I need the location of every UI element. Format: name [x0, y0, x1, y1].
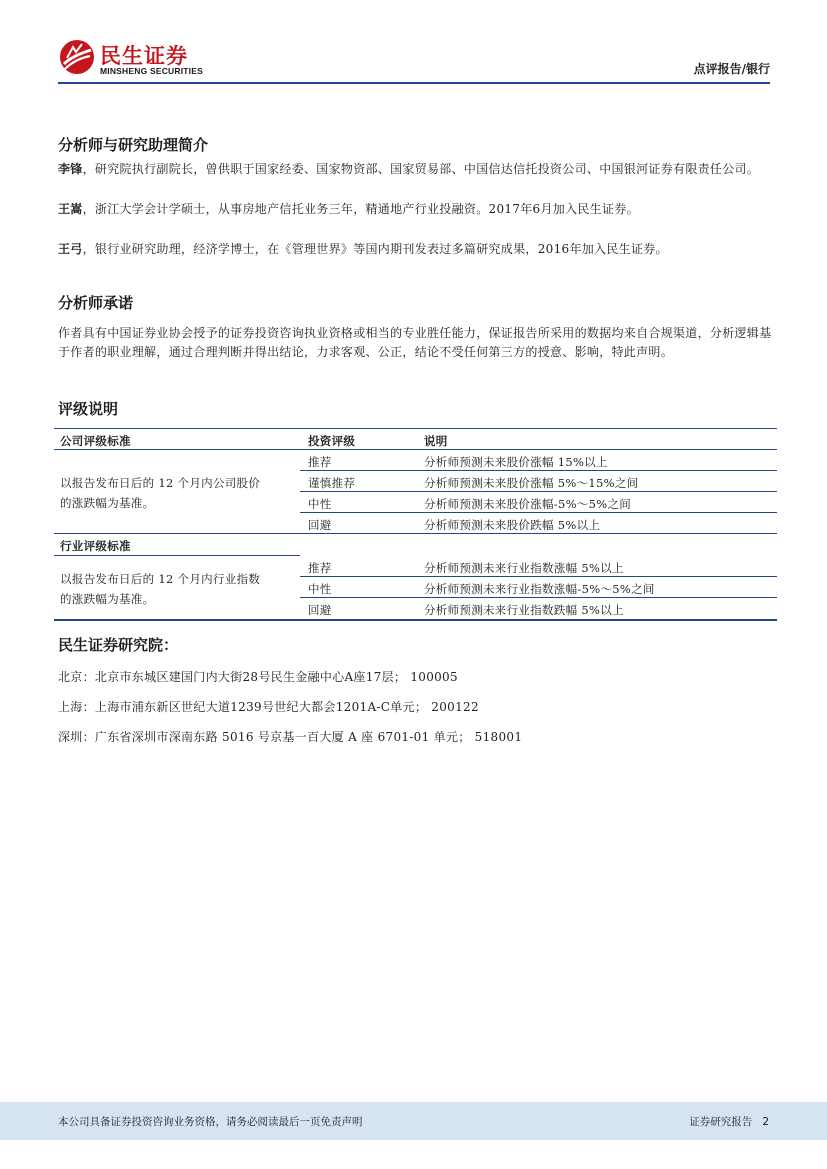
table-divider — [54, 533, 777, 534]
analyst-name: 王嵩 — [58, 202, 83, 216]
analyst-bio-3 — [58, 240, 774, 259]
company-basis-line-1: 以报告发布日后的 12 个月内公司股价 — [60, 476, 261, 490]
company-rating-name: 谨慎推荐 — [308, 476, 356, 490]
company-rating-name: 回避 — [308, 518, 332, 532]
page-number: 2 — [762, 1116, 769, 1128]
company-rating-standard-header: 公司评级标准 — [60, 434, 131, 448]
analyst-bio-text: ，银行业研究助理，经济学博士，在《管理世界》等国内期刊发表过多篇研究成果，2016年加入民生证券。 — [82, 242, 668, 256]
footer-doc-type: 证券研究报告 — [689, 1116, 753, 1128]
logo-english-name: MINSHENG SECURITIES — [100, 66, 203, 76]
table-divider — [300, 491, 777, 492]
industry-rating-desc: 分析师预测未来行业指数跌幅 5%以上 — [424, 603, 624, 617]
company-rating-desc: 分析师预测未来股价跌幅 5%以上 — [424, 518, 601, 532]
footer-disclaimer: 本公司具备证券投资咨询业务资格，请务必阅读最后一页免责声明 — [58, 1116, 363, 1128]
description-column-header: 说明 — [424, 434, 448, 448]
rating-section-title: 评级说明 — [58, 400, 119, 418]
industry-rating-name: 中性 — [308, 582, 332, 596]
footer-right — [689, 1114, 769, 1129]
company-basis-line-2: 的涨跌幅为基准。 — [60, 496, 155, 510]
analyst-bio-text: ，研究院执行副院长，曾供职于国家经委、国家物资部、国家贸易部、中国信达信托投资公司、中国银河证券有限责任公司。 — [82, 162, 760, 176]
industry-rating-name: 推荐 — [308, 561, 332, 575]
page-header — [58, 38, 770, 84]
address-beijing: 北京：北京市东城区建国门内大街28号民生金融中心A座17层； 100005 — [58, 670, 458, 684]
analyst-name: 李锋 — [58, 162, 83, 176]
analyst-bio-1 — [58, 160, 774, 179]
industry-rating-desc: 分析师预测未来行业指数涨幅-5%～5%之间 — [424, 582, 655, 596]
company-logo — [58, 38, 218, 78]
table-divider — [300, 576, 777, 577]
commitment-section-title: 分析师承诺 — [58, 294, 134, 312]
industry-rating-desc: 分析师预测未来行业指数涨幅 5%以上 — [424, 561, 624, 575]
table-divider — [300, 597, 777, 598]
table-divider — [300, 512, 777, 513]
analysts-section-title: 分析师与研究助理简介 — [58, 136, 209, 154]
industry-basis-line-2: 的涨跌幅为基准。 — [60, 592, 155, 606]
rating-column-header: 投资评级 — [308, 434, 356, 448]
table-divider — [300, 470, 777, 471]
report-category-tag: 点评报告/银行 — [693, 62, 770, 76]
analyst-bio-2 — [58, 200, 774, 219]
institute-section-title: 民生证券研究院： — [58, 636, 179, 654]
minsheng-logo-icon — [58, 38, 96, 76]
analyst-bio-text: ，浙江大学会计学硕士，从事房地产信托业务三年，精通地产行业投融资。2017年6月加入民生证券。 — [82, 202, 639, 216]
company-rating-name: 中性 — [308, 497, 332, 511]
company-rating-desc: 分析师预测未来股价涨幅 15%以上 — [424, 455, 608, 469]
commitment-text: 作者具有中国证券业协会授予的证券投资咨询执业资格或相当的专业胜任能力，保证报告所采用的数据均来自合规渠道，分析逻辑基于作者的职业理解，通过合理判断并得出结论，力求客观、公正，结论不受任何第三方的授意、影响，特此声明。 — [58, 326, 772, 359]
company-rating-name: 推荐 — [308, 455, 332, 469]
industry-rating-standard-header: 行业评级标准 — [60, 539, 131, 553]
address-shenzhen: 深圳：广东省深圳市深南东路 5016 号京基一百大厦 A 座 6701-01 单元； 518001 — [58, 730, 523, 744]
company-rating-desc: 分析师预测未来股价涨幅 5%～15%之间 — [424, 476, 639, 490]
address-shanghai: 上海：上海市浦东新区世纪大道1239号世纪大都会1201A-C单元； 200122 — [58, 700, 479, 714]
company-rating-desc: 分析师预测未来股价涨幅-5%～5%之间 — [424, 497, 632, 511]
page-footer — [0, 1102, 827, 1140]
logo-chinese-name: 民生证券 — [100, 44, 188, 68]
table-divider — [54, 555, 300, 556]
table-bottom-border — [54, 619, 777, 621]
industry-basis-line-1: 以报告发布日后的 12 个月内行业指数 — [60, 572, 261, 586]
table-divider — [54, 449, 777, 450]
analyst-name: 王弓 — [58, 242, 83, 256]
header-divider — [58, 82, 770, 84]
rating-table — [54, 428, 777, 617]
industry-rating-name: 回避 — [308, 603, 332, 617]
